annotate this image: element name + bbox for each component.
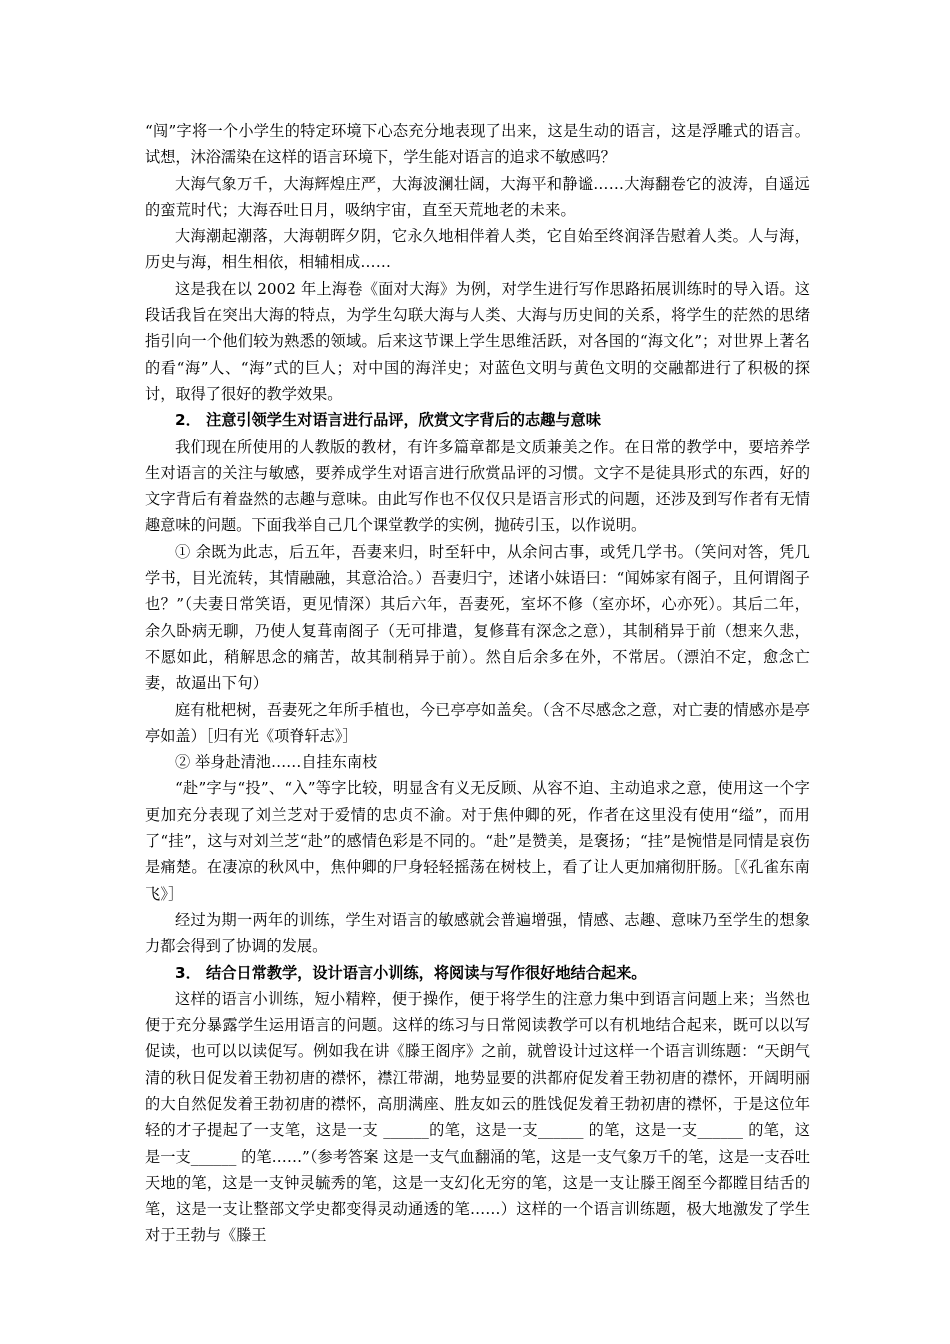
paragraph-loquat-tree: 庭有枇杷树，吾妻死之年所手植也，今已亭亭如盖矣。（含不尽感念之意，对亡妻的情感亦是亭亭如盖）［归有光《项脊轩志》］ bbox=[145, 700, 810, 745]
paragraph-language-training: 这样的语言小训练，短小精粹，便于操作，便于将学生的注意力集中到语言问题上来；当然也便于充分暴露学生运用语言的问题。这样的练习与日常阅读教学可以有机地结合起来，既可以以写促读，也可以以读促写。例如我在讲《滕王阁序》之前，就曾设计过这样一个语言训练题：“天朗气清的秋日促发着王勃初唐的襟怀，襟江带湖，地势显要的洪都府促发着王勃初唐的襟怀，开阔明丽的大自然促发着王勃初唐的襟怀，高朋满座、胜友如云的胜饯促发着王勃初唐的襟怀，于是这位年轻的才子提起了一支笔，这是一支 ______的笔，这是一支______ 的笔，这是一支______ 的笔，这是一支______ 的笔……”（参考答案 这是一支气血翻涌的笔，这是一支气象万千的笔，这是一支吞吐天地的笔，这是一支钟灵毓秀的笔，这是一支幻化无穷的笔，这是一支让滕王阁至今都瞠目结舌的笔，这是一支让整部文学史都变得灵动通透的笔……）这样的一个语言训练题，极大地激发了学生对于王勃与《滕王 bbox=[145, 989, 810, 1245]
paragraph-chuang-intro: “闯”字将一个小学生的特定环境下心态充分地表现了出来，这是生动的语言，这是浮雕式的语言。试想，沐浴濡染在这样的语言环境下，学生能对语言的追求不敏感吗？ bbox=[145, 122, 810, 167]
paragraph-example-2-title: ② 举身赴清池……自挂东南枝 bbox=[175, 753, 378, 772]
paragraph-example-1: ① 余既为此志，后五年，吾妻来归，时至轩中，从余问古事，或凭几学书。（笑问对答，凭几学书，目光流转，其情融融，其意洽洽。）吾妻归宁，述诸小妹语曰：“闻姊家有阁子，且何谓阁子也？”（夫妻日常笑语，更见情深）其后六年，吾妻死，室坏不修（室亦坏，心亦死）。其后二年，余久卧病无聊，乃使人复葺南阁子（无可排遣，复修葺有深念之意），其制稍异于前（想来久悲，不愿如此，稍解思念的痛苦，故其制稍异于前）。然自后余多在外，不常居。（漂泊不定，愈念亡妻，故逼出下句） bbox=[145, 542, 810, 693]
paragraph-textbook: 我们现在所使用的人教版的教材，有许多篇章都是文质兼美之作。在日常的教学中，要培养学生对语言的关注与敏感，要养成学生对语言进行欣赏品评的习惯。文字不是徒具形式的东西，好的文字背后有着盎然的志趣与意味。由此写作也不仅仅只是语言形式的问题，还涉及到写作者有无情趣意味的问题。下面我举自己几个课堂教学的实例，抛砖引玉，以作说明。 bbox=[145, 437, 810, 535]
section-heading-2: 2． 注意引领学生对语言进行品评，欣赏文字背后的志趣与意味 bbox=[175, 411, 601, 430]
paragraph-training-result: 经过为期一两年的训练，学生对语言的敏感就会普遍增强，情感、志趣、意味乃至学生的想象力都会得到了协调的发展。 bbox=[145, 910, 810, 956]
document-page bbox=[145, 118, 810, 1249]
paragraph-sea-quote-2: 大海潮起潮落，大海朝晖夕阴，它永久地相伴着人类，它自始至终润泽告慰着人类。人与海，历史与海，相生相依，相辅相成…… bbox=[145, 227, 810, 272]
paragraph-sea-quote-1: 大海气象万千，大海辉煌庄严，大海波澜壮阔，大海平和静谧……大海翻卷它的波涛，自遥远的蛮荒时代；大海吞吐日月，吸纳宇宙，直至天荒地老的未来。 bbox=[145, 174, 810, 219]
section-heading-3: 3． 结合日常教学，设计语言小训练，将阅读与写作很好地结合起来。 bbox=[175, 963, 647, 982]
paragraph-example-2-analysis: “赴”字与“投”、“入”等字比较，明显含有义无反顾、从容不迫、主动追求之意，使用这一个字更加充分表现了刘兰芝对于爱情的忠贞不渝。对于焦仲卿的死，作者在这里没有使用“缢”，而用了“挂”，这与对刘兰芝“赴”的感情色彩是不同的。“赴”是赞美，是褒扬；“挂”是惋惜是同情是哀伤是痛楚。在凄凉的秋风中，焦仲卿的尸身轻轻摇荡在树枝上，看了让人更加痛彻肝肠。［《孔雀东南飞》］ bbox=[145, 779, 810, 903]
paragraph-sea-commentary: 这是我在以 2002 年上海卷《面对大海》为例，对学生进行写作思路拓展训练时的导入语。这段话我旨在突出大海的特点，为学生勾联大海与人类、大海与历史间的关系，将学生的茫然的思绪指引向一个他们较为熟悉的领域。后来这节课上学生思维活跃，对各国的“海文化”；对世界上著名的看“海”人、“海”式的巨人；对中国的海洋史；对蓝色文明与黄色文明的交融都进行了积极的探讨，取得了很好的教学效果。 bbox=[145, 279, 810, 403]
